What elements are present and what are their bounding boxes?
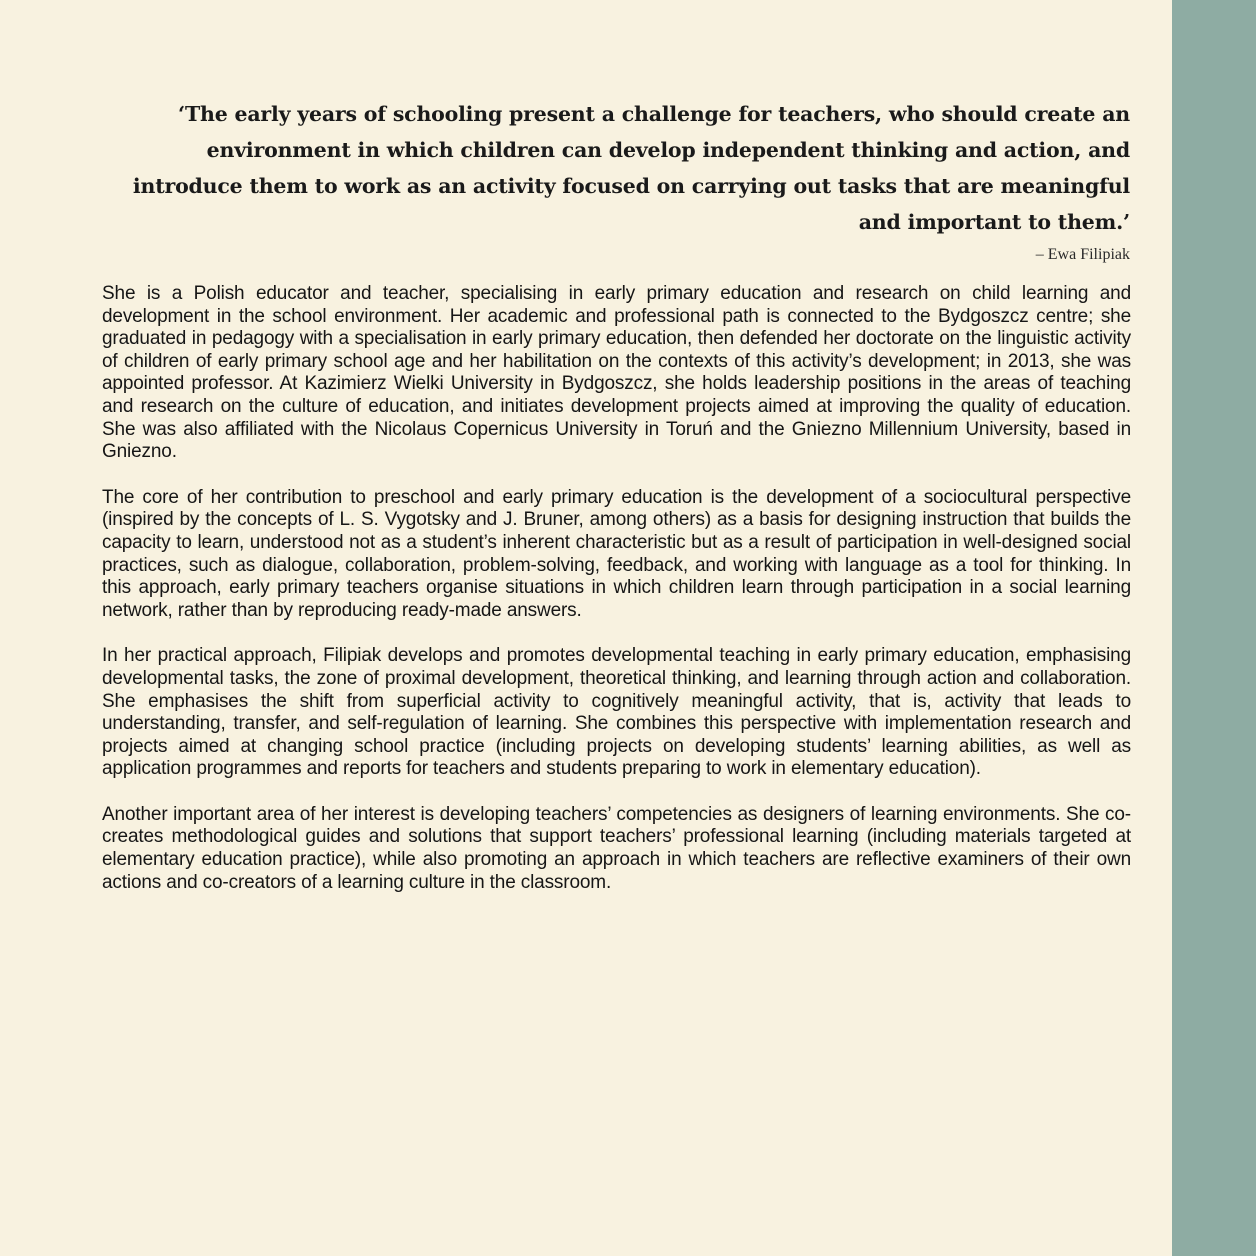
paragraph-1: She is a Polish educator and teacher, specialising in early primary education and research on child learning and development in the school environment. Her academic and professional path is connected to the Bydgoszcz centre; she graduated in pedagogy with a specialisation in early primary education, then defended her doctorate on the linguistic activity of children of early primary school age and her habilitation on the contexts of this activity’s development; in 2013, she was appointed professor. At Kazimierz Wielki University in Bydgoszcz, she holds leadership positions in the areas of teaching and research on the culture of education, and initiates development projects aimed at improving the quality of education. She was also affiliated with the Nicolaus Copernicus University in Toruń and the Gniezno Millennium University, based in Gniezno. [102,283,1131,463]
paragraph-4: Another important area of her interest is developing teachers’ competencies as designers of learning environments. She co-creates methodological guides and solutions that support teachers’ professional learning (including materials targeted at elementary education practice), while also promoting an approach in which teachers are reflective examiners of their own actions and co-creators of a learning culture in the classroom. [102,803,1131,893]
side-band [1172,0,1256,1256]
quote-block [100,96,1130,266]
paragraph-2: The core of her contribution to preschool and early primary education is the development of a sociocultural perspective (inspired by the concepts of L. S. Vygotsky and J. Bruner, among others) as a basis for designing instruction that builds the capacity to learn, understood not as a student’s inherent characteristic but as a result of participation in well-designed social practices, such as dialogue, collaboration, problem-solving, feedback, and working with language as a tool for thinking. In this approach, early primary teachers organise situations in which children learn through participation in a social learning network, rather than by reproducing ready-made answers. [102,486,1131,621]
paragraph-3: In her practical approach, Filipiak develops and promotes developmental teaching in early primary education, emphasising developmental tasks, the zone of proximal development, theoretical thinking, and learning through action and collaboration. She emphasises the shift from superficial activity to cognitively meaningful activity, that is, activity that leads to understanding, transfer, and self-regulation of learning. She combines this perspective with implementation research and projects aimed at changing school practice (including projects on developing students’ learning abilities, as well as application programmes and reports for teachers and students preparing to work in elementary education). [102,645,1131,780]
quote-text: ‘The early years of schooling present a challenge for teachers, who should create an environment in which children can develop independent thinking and action, and introduce them to work as an activity focused on carrying out tasks that are meaningful and important to them.’ [132,102,1130,234]
quote-author: – Ewa Filipiak [1035,246,1130,263]
body-text [102,283,1131,917]
